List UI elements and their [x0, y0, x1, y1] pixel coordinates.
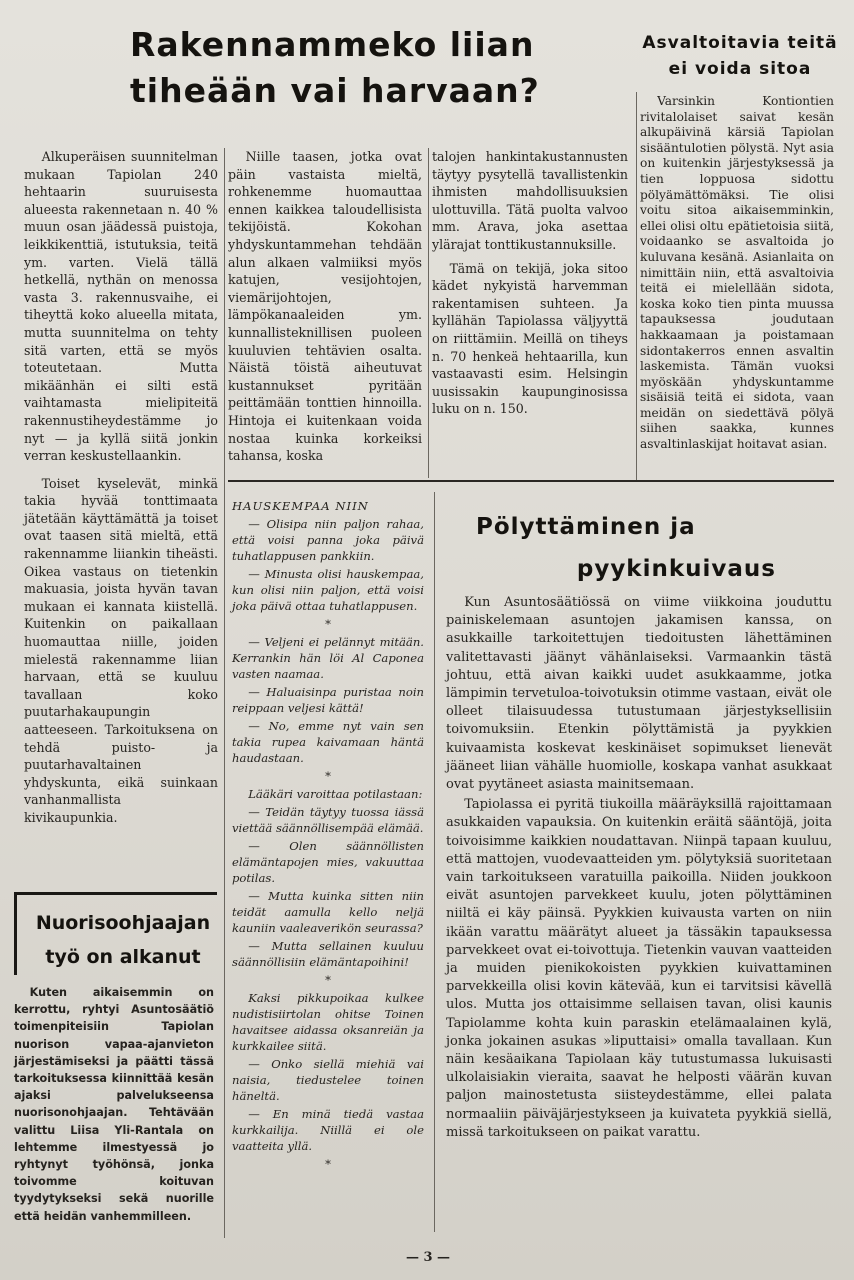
main-headline-line2: tiheään vai harvaan?: [130, 71, 540, 110]
separator-asterisk: *: [325, 1157, 331, 1171]
pylyttaminen-paragraph: Tapiolassa ei pyritä tiukoilla määräyksillä rajoittamaan asukkaiden vapauksia. On kuitenkin eräitä sääntöjä, joita toivoisimme kaikkien noudattavan. Niinpä tapaan kuuluu, että mattojen, vuodevaatteiden ym. pölytyksiä suoritetaan vain tarkoitukseen varatuilla paikoilla. Niiden joukkoon eivät asuntojen parvekkeet kuulu, joten pölyttäminen niiltä ei käy päinsä. Pyykkien kuivausta varten on niin ikään varattu määrätyt alueet ja tässäkin tapauksessa parvekkeet ovat ei-toivottuja. Tietenkin vauvan vaatteiden ja muiden pienikokoisten pyykkien kuivattaminen parvekkeilla olisi kovin kätevää, kun ei tarvitsisi kävellä ulos. Mutta jos ottaisimme sellaisen tavan, olisi kaunis Tapiolamme kohta kuin paraskin etelämaalainen kylä, jonka jokainen asukas »liputtaisi» omalla tavallaan. Kun näin kesäaikana Tapiolaan käy tutustumassa lukuisasti ulkolaisiakin vieraita, saavat he helposti väärän kuvan paljon mainostetusta siisteydestämme, ellei palata normaaliin päiväjärjestykseen ja kuivateta pyykkiä siellä, missä tarkoitukseen on paikat varattu.: [446, 797, 832, 1140]
asfaltti-body: Varsinkin Kontiontien rivitalolaiset saivat kesän alkupäivinä kärsiä Tapiolan sisääntulotien pölystä. Nyt asia on kuitenkin järjestyksessä ja tien loppuosa sidottu pölyämättömäksi. Tie olisi voitu sitoa aikaisemminkin, ellei olisi oltu epätietoisia siitä, voidaanko se asvaltoida jo kuluvana kesänä. Asianlaita on nimittäin niin, että asvaltoivia teitä ei mielellään sidota, koska koko tien pinta muussa tapauksessa joudutaan hakkaamaan ja poistamaan sidontakerros ennen asvaltin laskemista. Tämän vuoksi myöskään yhdyskuntamme sisäisiä teitä ei sidota, vaan meidän on siedettävä pölyä siihen saakka, kunnes asvaltinlaskijat hoitavat asian.: [640, 94, 834, 452]
main-headline: [130, 22, 550, 114]
main-article-col1: [24, 148, 218, 827]
hauskempaa-column: [232, 498, 424, 1172]
page-number: — 3 —: [405, 1250, 451, 1265]
joke-line: — En minä tiedä vastaa kurkkailija. Niillä ei ole vaatteita yllä.: [232, 1107, 424, 1153]
joke-line: — Olisipa niin paljon rahaa, että voisi panna joka päivä tuhatlappusen pankkiin.: [232, 517, 424, 563]
joke-line: — Mutta kuinka sitten niin teidät aamulla kello neljä kauniin vaaleaverikön seurassa?: [232, 889, 424, 935]
main-article-paragraph: Alkuperäisen suunnitelman mukaan Tapiolan 240 hehtaarin suuruisesta alueesta rakennetaan n. 40 % muun osan jäädessä puistoja, leikkikenttiä, istutuksia, teitä ym. varten. Vielä tällä hetkellä, nythän on menossa vasta 3. rakennusvaihe, ei tiheyttä koko alueella mitata, mutta suunnitelma on tehty sitä varten, että se myös toteutetaan. Mutta mikäänhän ei silti estä vaihtamasta mielipiteitä rakennustiheydestämme jo nyt — ja kyllä siitä jonkin verran keskustellaankin.: [24, 149, 218, 464]
joke-line: — Olen säännöllisten elämäntapojen mies, vakuuttaa potilas.: [232, 839, 424, 885]
main-article-col3: talojen hankintakustannusten täytyy pysytellä tavallistenkin ihmisten mahdollisuuksien ulottuvilla. Tätä puolta valvoo mm. Arava, joka asettaa ylärajat tonttikustannuksille. Tämä on tekijä, joka sitoo kädet nykyistä harvemman rakentamisen suhteen. Ja kyllähän Tapiolassa väljyyttä on riittämiin. Meillä on tiheys n. 70 henkeä hehtaarilla, kun vastaavasti esim. Helsingin uusissakin kaupunginosissa luku on n. 150.: [432, 149, 628, 417]
nuorisoohjaaja-headline: Nuorisoohjaajan työ on alkanut: [35, 912, 211, 968]
asfaltti-headline: Asvaltoitavia teitä ei voida sitoa: [642, 33, 838, 79]
main-article-col2: Niille taasen, jotka ovat päin vastaista mieltä, rohkenemme huomauttaa ennen kaikkea taloudellisista tekijöistä. Kokohan yhdyskuntammehan tehdään alun alkaen valmiiksi myös katujen, vesijohtojen, viemärijohtojen, lämpökanaaleiden ym. kunnallisteknillisen puoleen kuuluvien tehtävien osalta. Näistä töistä aiheutuvat kustannukset pyritään peittämään tonttien hinnoilla. Hintoja ei kuitenkaan voida nostaa kuinka korkeiksi tahansa, koska: [228, 149, 422, 464]
joke-line: Lääkäri varoittaa potilastaan:: [248, 787, 423, 801]
separator-asterisk: *: [325, 769, 331, 783]
main-headline-line1: Rakennammeko liian: [130, 25, 535, 64]
separator-asterisk: *: [325, 973, 331, 987]
pylyttaminen-paragraph: Kun Asuntosäätiössä on viime viikkoina jouduttu painiskelemaan asuntojen jakamisen kanssa, on asukkaille tarkoitettujen tiedoitusten lähettäminen valitettavasti jäänyt vähänlaiseksi. Varmaankin tästä johtuu, että aivan kaikki uudet asukkaamme, jotka lämpimin tervetuloa-toivotuksin otimme vastaan, eivät ole olleet tilaisuudessa tutustumaan järjestyksellisiin toivomuksiin. Etenkin pölyttämistä ja pyykkien kuivaamista koskevat keskinäiset sopimukset lienevät jääneet liian vähälle huomiolle, koskapa vanhat asukkaat ovat pyytäneet asiasta mainitsemaan.: [446, 595, 832, 793]
column-divider: [636, 92, 637, 480]
column-divider: [434, 492, 435, 1232]
hauskempaa-title: HAUSKEMPAA NIIN: [232, 499, 369, 513]
main-article-paragraph: Toiset kyselevät, minkä takia hyvää tonttimaata jätetään käyttämättä ja toiset ovat taasen sitä mieltä, että rakennamme liiankin tiheästi. Oikea vastaus on tietenkin makuasia, joista hyvän tavan mukaan ei kannata kiistellä. Kuitenkin on paikallaan huomauttaa niille, joiden mielestä rakennamme liian harvaan, että se kuuluu tavallaan koko puutarhakaupungin aatteeseen. Tarkoituksena on tehdä puisto- ja puutarhavaltainen yhdyskunta, eikä suinkaan vanhanmallista kivikaupunkia.: [24, 475, 218, 825]
joke-line: Kaksi pikkupoikaa kulkee nudistisiirtolan ohitse Toinen havaitsee aidassa oksanreiän ja kurkkailee siitä.: [232, 991, 424, 1053]
pylyttaminen-headline: Pölyttäminen ja pyykinkuivaus: [476, 514, 776, 582]
separator-asterisk: *: [325, 617, 331, 631]
pylyttaminen-body: [446, 594, 832, 1142]
column-divider: [224, 148, 225, 1238]
joke-line: — Mutta sellainen kuuluu säännöllisiin elämäntapoihini!: [232, 939, 424, 969]
joke-line: — Veljeni ei pelännyt mitään. Kerrankin hän löi Al Caponea vasten naamaa.: [232, 635, 424, 681]
section-divider: [228, 480, 834, 482]
nuorisoohjaaja-body: Kuten aikaisemmin on kerrottu, ryhtyi Asuntosäätiö toimenpiteisiin Tapiolan nuorison vapaa-ajanvieton järjestämiseksi ja päätti tässä tarkoituksessa kiinnittää kesän ajaksi palvelukseensa nuorisonohjaajan. Tehtävään valittu Liisa Yli-Rantala on lehtemme ilmestyessä jo ryhtynyt työhönsä, jonka toivomme koituvan tyydytykseksi sekä nuorille että heidän vanhemmilleen.: [14, 986, 214, 1223]
joke-line: — Minusta olisi hauskempaa, kun olisi niin paljon, että voisi joka päivä ottaa tuhatlappusen.: [232, 567, 424, 613]
joke-line: — Haluaisinpa puristaa noin reippaan veljesi kättä!: [232, 685, 424, 715]
column-divider: [428, 148, 429, 478]
joke-line: — No, emme nyt vain sen takia rupea kaivamaan häntä haudastaan.: [232, 719, 424, 765]
joke-line: — Onko siellä miehiä vai naisia, tiedustelee toinen häneltä.: [232, 1057, 424, 1103]
joke-line: — Teidän täytyy tuossa iässä viettää säännöllisempää elämää.: [232, 805, 424, 835]
